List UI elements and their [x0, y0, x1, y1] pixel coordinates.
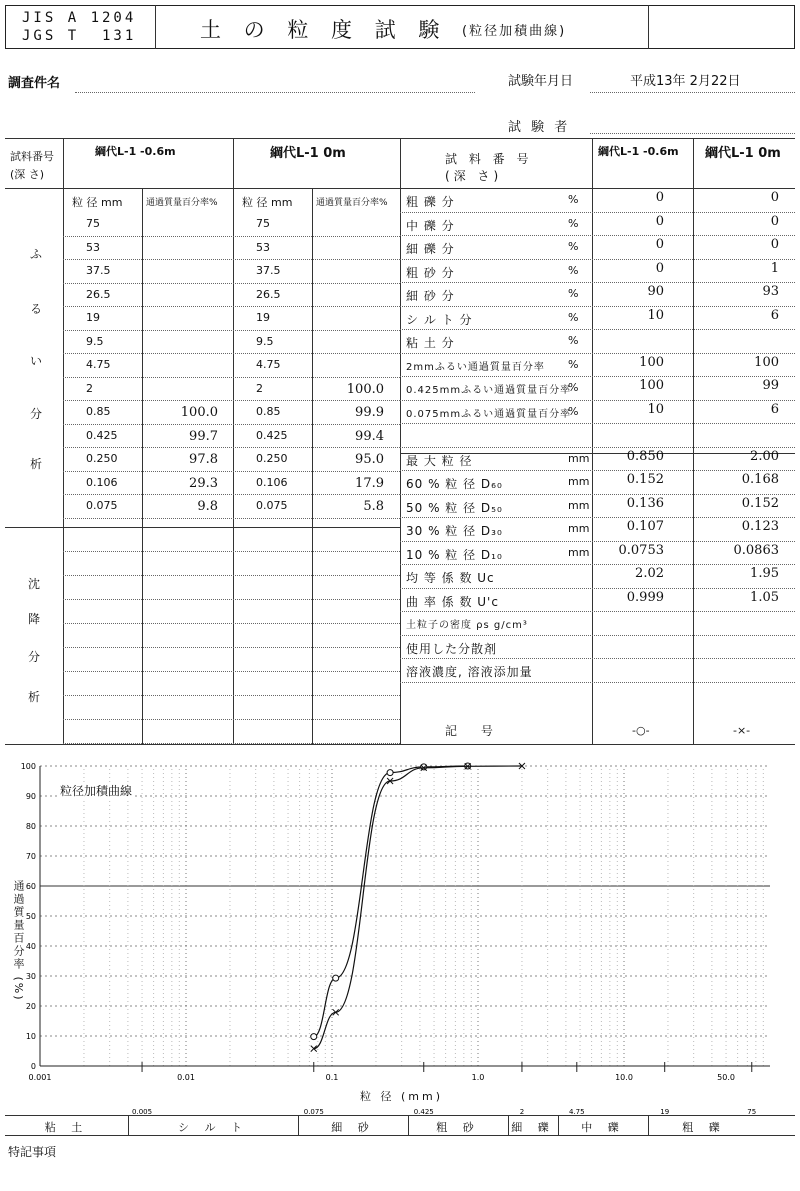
property-cell: 10 [647, 401, 664, 417]
property-cell: 0 [655, 260, 664, 276]
chart-title: 粒径加積曲線 [60, 784, 133, 798]
y-tick-label: 70 [25, 852, 36, 861]
property-cell: 溶液濃度, 溶液添加量 [406, 665, 533, 679]
property-cell: % [568, 310, 579, 324]
sieve-cell: 26.5 [86, 287, 111, 301]
sieve-cell: 100.0 [180, 405, 218, 420]
property-cell: 0 [770, 190, 779, 205]
x-tick-label: 10.0 [615, 1073, 633, 1082]
col-size-2: 粒 径 mm [242, 196, 293, 209]
sieve-cell: 53 [86, 240, 100, 254]
property-cell: 2mmふるい通過質量百分率 [406, 361, 545, 373]
property-cell: % [568, 263, 579, 277]
soil-class-label: 粗 砂 [436, 1121, 480, 1134]
property-cell: 1.05 [750, 589, 779, 605]
property-cell: 最 大 粒 径 [406, 453, 473, 468]
property-cell: % [568, 334, 579, 347]
boundary-label: 19 [660, 1108, 670, 1116]
sieve-cell: 9.8 [197, 499, 218, 514]
soil-class-label: 細 砂 [331, 1121, 375, 1134]
boundary-label: 0.075 [303, 1108, 324, 1116]
y-tick-label: 100 [20, 762, 36, 771]
property-cell: 0 [655, 213, 664, 229]
properties-header-depth: (深 さ) [445, 169, 503, 183]
sieve-cell: 0.106 [256, 475, 288, 489]
sieve-cell: 37.5 [86, 264, 111, 277]
sieve-cell: 100.0 [346, 381, 384, 397]
sieve-cell: 97.8 [189, 452, 218, 467]
soil-class-label: シ ル ト [178, 1121, 248, 1134]
property-cell: 中 礫 分 [406, 218, 455, 233]
boundary-label: 4.75 [569, 1108, 585, 1116]
property-cell: % [568, 216, 579, 230]
property-cell: 1.95 [750, 566, 779, 581]
sieve-cell: 19 [86, 311, 100, 324]
property-cell: 均 等 係 数 Uc [406, 571, 495, 585]
sieve-cell: 4.75 [256, 358, 281, 371]
sieve-label-3: 分 [30, 407, 43, 421]
test-date-value: 平成13年 2月22日 [630, 74, 741, 89]
series-1-curve [314, 766, 468, 1037]
y-axis-label: 通過質量百分率 (%) [12, 880, 25, 1002]
sieve-cell: 0.250 [256, 452, 288, 465]
boundary-label: 0.005 [132, 1108, 153, 1116]
property-cell: 10 [647, 307, 664, 323]
x-axis-label: 粒 径 (mm) [360, 1090, 444, 1103]
soil-class-label: 中 礫 [581, 1121, 625, 1134]
x-tick-label: 0.01 [177, 1073, 195, 1082]
sieve-cell: 99.9 [355, 405, 384, 420]
property-cell: 100 [754, 354, 779, 370]
property-cell: 30 % 粒 径 D₃₀ [406, 524, 503, 538]
property-cell: 0 [770, 237, 779, 252]
property-cell: 0.136 [626, 495, 664, 511]
sed-label-0: 沈 [28, 577, 41, 591]
sieve-cell: 0.075 [86, 499, 118, 512]
property-cell: 93 [762, 284, 779, 299]
boundary-label: 0.425 [413, 1108, 434, 1116]
series-1-point [333, 975, 339, 981]
property-cell: 使用した分散剤 [406, 641, 498, 656]
y-tick-label: 0 [30, 1062, 36, 1071]
sieve-cell: 0.075 [256, 499, 288, 512]
symbol-sample-1: -○- [632, 724, 650, 737]
col-pass-1: 通過質量百分率% [146, 198, 218, 208]
sed-label-3: 析 [28, 690, 41, 704]
property-cell: mm [568, 475, 590, 488]
sieve-cell: 0.106 [86, 475, 118, 489]
series-1-point [387, 770, 393, 776]
property-cell: 曲 率 係 数 U'c [406, 594, 499, 609]
property-cell: 0.999 [626, 589, 664, 605]
sieve-label-0: ふ [30, 247, 43, 261]
sieve-label-4: 析 [30, 457, 43, 471]
x-tick-label: 0.001 [28, 1073, 52, 1082]
soil-class-label: 細 礫 [511, 1121, 555, 1134]
x-tick-label: 1.0 [471, 1073, 485, 1082]
property-cell: 6 [770, 401, 779, 417]
property-cell: 細 砂 分 [406, 289, 455, 303]
property-cell: 6 [770, 307, 779, 323]
property-cell: 1 [770, 260, 779, 276]
property-cell: mm [568, 545, 590, 559]
sieve-cell: 0.425 [256, 428, 288, 442]
grain-size-chart [0, 750, 800, 1120]
property-cell: 0.850 [626, 448, 664, 464]
sieve-cell: 99.4 [355, 428, 384, 444]
col-pass-2: 通過質量百分率% [316, 198, 388, 208]
sieve-cell: 75 [86, 217, 100, 230]
sieve-cell: 5.8 [363, 499, 384, 514]
property-cell: 90 [647, 284, 664, 299]
sieve-cell: 2 [86, 381, 93, 395]
sample-1-name: 綱代L-1 -0.6m [95, 145, 176, 158]
properties-header: 試 料 番 号 [445, 152, 533, 166]
property-cell: % [568, 287, 579, 300]
property-cell: 100 [639, 354, 664, 370]
property-cell: 粗 砂 分 [406, 265, 455, 280]
series-1-point [311, 1034, 317, 1040]
sieve-cell: 26.5 [256, 287, 281, 301]
sieve-cell: 4.75 [86, 358, 111, 371]
sieve-cell: 0.250 [86, 452, 118, 465]
property-cell: 0 [655, 190, 664, 205]
property-cell: 2.00 [750, 448, 779, 464]
property-cell: 60 % 粒 径 D₆₀ [406, 477, 503, 491]
y-tick-label: 20 [25, 1002, 36, 1011]
property-cell: 100 [639, 378, 664, 393]
standard-line-2: JGS T 131 [22, 28, 137, 44]
tester-label: 試 験 者 [508, 120, 571, 135]
y-tick-label: 80 [25, 822, 36, 831]
property-cell: 粘 土 分 [406, 336, 455, 350]
sieve-cell: 0.425 [86, 428, 118, 442]
sieve-cell: 9.5 [256, 334, 274, 348]
depth-label: (深 さ) [10, 168, 45, 181]
sieve-cell: 37.5 [256, 264, 281, 277]
property-cell: % [568, 381, 579, 394]
sieve-cell: 53 [256, 240, 270, 254]
sieve-cell: 9.5 [86, 334, 104, 348]
property-cell: 細 礫 分 [406, 242, 455, 256]
sieve-cell: 0.85 [256, 405, 281, 418]
sieve-label-1: る [30, 302, 43, 316]
property-cell: mm [568, 498, 590, 512]
x-tick-label: 0.1 [325, 1073, 339, 1082]
col-size-1: 粒 径 mm [72, 196, 123, 209]
property-cell: mm [568, 522, 590, 535]
property-cell: 50 % 粒 径 D₅₀ [406, 500, 503, 515]
symbol-sample-2: -×- [733, 724, 751, 737]
test-date-label: 試験年月日 [508, 74, 574, 89]
soil-class-label: 粘 土 [44, 1121, 89, 1134]
sample-2-name: 綱代L-1 0m [270, 146, 346, 161]
y-tick-label: 10 [25, 1032, 36, 1041]
property-cell: 粗 礫 分 [406, 195, 455, 209]
property-cell: % [568, 404, 579, 418]
sieve-cell: 0.85 [86, 405, 111, 418]
property-cell: 0.152 [626, 472, 664, 487]
property-cell: % [568, 240, 579, 253]
sed-label-1: 降 [28, 612, 41, 626]
page-subtitle: (粒径加積曲線) [462, 24, 567, 39]
property-cell: % [568, 357, 579, 371]
series-1-point [421, 764, 427, 770]
property-cell: 0.168 [741, 472, 779, 487]
sieve-label-2: い [30, 354, 43, 368]
property-cell: 99 [762, 378, 779, 393]
sieve-cell: 75 [256, 217, 270, 230]
survey-name-label: 調査件名 [8, 76, 61, 91]
sieve-cell: 29.3 [189, 475, 218, 491]
sieve-cell: 17.9 [355, 475, 384, 491]
y-tick-label: 50 [25, 912, 36, 921]
standard-line-1: JIS A 1204 [22, 10, 137, 26]
y-tick-label: 90 [25, 792, 36, 801]
boundary-label: 2 [519, 1108, 525, 1116]
sieve-cell: 2 [256, 381, 263, 395]
soil-class-label: 粗 礫 [682, 1121, 726, 1134]
prop-sample-1-name: 綱代L-1 -0.6m [598, 145, 679, 158]
remarks-label: 特記事項 [8, 1145, 57, 1159]
sieve-cell: 19 [256, 311, 270, 324]
property-cell: % [568, 193, 579, 206]
sed-label-2: 分 [28, 650, 41, 664]
property-cell: 10 % 粒 径 D₁₀ [406, 547, 503, 562]
symbol-label: 記 号 [445, 724, 503, 738]
sieve-cell: 95.0 [355, 452, 384, 467]
property-cell: 土粒子の密度 ρs g/cm³ [406, 620, 528, 631]
property-cell: 0.123 [741, 519, 779, 534]
property-cell: 2.02 [635, 566, 664, 581]
property-cell: 0 [770, 213, 779, 229]
y-tick-label: 30 [25, 972, 36, 981]
y-tick-label: 40 [25, 942, 36, 951]
y-tick-label: 60 [25, 882, 36, 891]
sieve-cell: 99.7 [189, 428, 218, 444]
prop-sample-2-name: 綱代L-1 0m [705, 146, 781, 161]
property-cell: シ ル ト 分 [406, 312, 473, 327]
sample-number-label: 試料番号 [10, 150, 54, 163]
property-cell: 0 [655, 237, 664, 252]
property-cell: 0.0863 [733, 542, 779, 558]
property-cell: 0.152 [741, 495, 779, 511]
property-cell: mm [568, 451, 590, 465]
property-cell: 0.425mmふるい通過質量百分率 [406, 385, 572, 396]
boundary-label: 75 [747, 1108, 757, 1116]
property-cell: 0.0753 [618, 542, 664, 558]
page-title: 土 の 粒 度 試 験 [200, 18, 448, 42]
x-tick-label: 50.0 [717, 1073, 735, 1082]
property-cell: 0.075mmふるい通過質量百分率 [406, 408, 572, 420]
property-cell: 0.107 [626, 519, 664, 534]
